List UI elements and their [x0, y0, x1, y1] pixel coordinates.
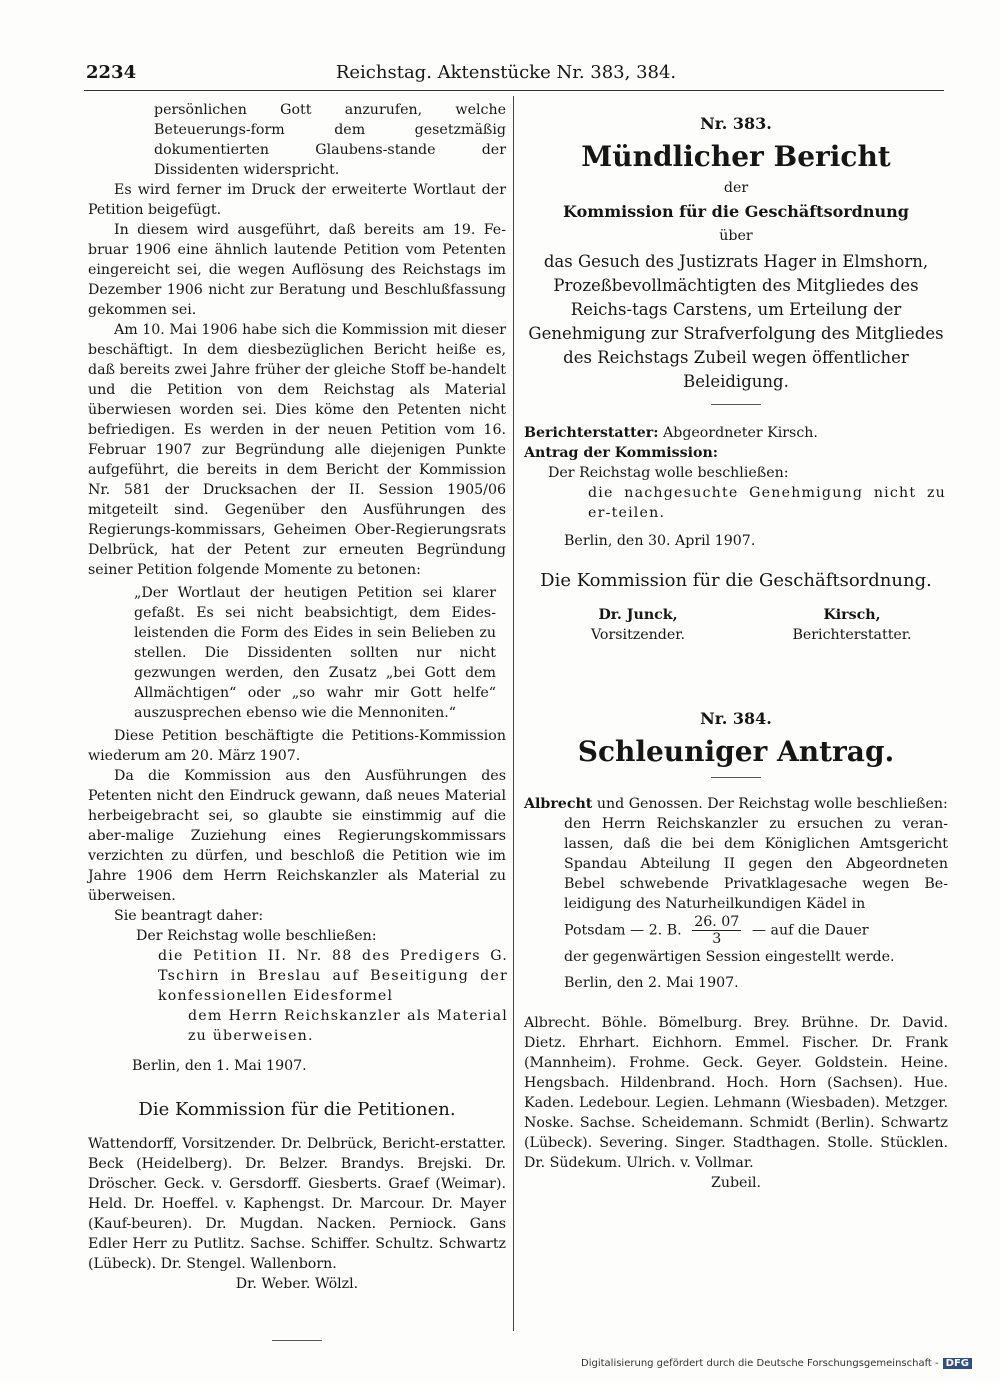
- date-line: Berlin, den 2. Mai 1907.: [564, 975, 739, 991]
- signers-list-end: Zubeil.: [710, 1175, 762, 1191]
- signer-role: Vorsitzender.: [590, 627, 685, 643]
- section-title-384: Schleuniger Antrag.: [577, 735, 895, 768]
- motion-intro: Der Reichstag wolle beschließen:: [548, 465, 789, 481]
- section-rule: [711, 404, 761, 405]
- signer-name: Dr. Junck,: [598, 607, 678, 623]
- section-rule: [711, 777, 761, 778]
- reporter-label: Berichterstatter:: [524, 425, 659, 441]
- motion-text: die nachgesuchte Genehmigung nicht zu er-teilen.: [588, 485, 946, 521]
- page-number: 2234: [86, 62, 137, 83]
- motion-text: die Petition II. Nr. 88 des Predigers G. Tschirn in Breslau auf Beseitigung der konfessionellen Eidesformel: [158, 948, 508, 1004]
- petition-motion: [158, 946, 508, 1046]
- paragraph: persönlichen Gott anzurufen, welche Beteuerungs-form dem gesetzmäßig dokumentierten Glaubens-stande der Dissidenten widerspricht.: [154, 102, 506, 178]
- members-list: Wattendorff, Vorsitzender. Dr. Delbrück, Bericht-erstatter. Beck (Heidelberg). Dr. Belzer. Brandys. Brejski. Dr. Dröscher. Geck. v. Gersdorff. Giesberts. Graef (Weimar). Held. Dr. Hoeffel. v. Kaphengst. Dr. Marcour. Dr. Mayer (Kauf-beuren). Dr. Mugdan. Nacken. Perniock. Gans Edler Herr zu Putlitz. Sachse. Schiffer. Schultz. Schwartz (Lübeck). Dr. Stengel. Wallenborn.: [88, 1136, 506, 1272]
- signer-name: Kirsch,: [823, 607, 881, 623]
- after-fraction-text: — auf die Dauer: [751, 922, 869, 939]
- motion-label: Antrag der Kommission:: [524, 445, 719, 461]
- committee-name: Kommission für die Geschäftsordnung: [563, 202, 909, 221]
- committee-members: [88, 1134, 506, 1294]
- fraction-denominator: 3: [712, 931, 722, 947]
- signer-role: Berichterstatter.: [792, 627, 912, 643]
- members-list-end: Dr. Weber. Wölzl.: [235, 1276, 359, 1292]
- committee-signature: Die Kommission für die Geschäftsordnung.: [540, 570, 932, 591]
- dfg-logo: DFG: [943, 1358, 972, 1369]
- paragraph: Am 10. Mai 1906 habe sich die Kommission mit dieser beschäftigt. In dem diesbezüglichen Bericht heiße es, daß bereits zwei Jahre früher der gleiche Stoff be-handelt und die Petition von dem Reichstag als Material überwiesen worden sei. Dies köme den Petenten nicht befriedigen. Es werden in der neuen Petition vom 16. Februar 1907 zur Begründung alle diejenigen Punkte aufgeführt, die bereits in dem Bericht der Kommission Nr. 581 der Drucksachen der II. Session 1905/06 mitgeteilt sind. Gegenüber den Ausführungen des Regierungs-kommissars, Geheimen Ober-Regierungsrats Delbrück, hat der Petent zur erneuten Begründung seiner Petition folgende Momente zu betonen:: [88, 322, 506, 578]
- motion-sub-text: dem Herrn Reichskanzler als Material zu überweisen.: [188, 1008, 508, 1044]
- signature-chair: [578, 605, 698, 645]
- section-number-384: Nr. 384.: [700, 709, 772, 728]
- page-header: [86, 62, 926, 88]
- report-subject: das Gesuch des Justizrats Hager in Elmshorn, Prozeßbevollmächtigten des Mitgliedes des Reichs-tags Carstens, um Erteilung der Genehmigung zur Strafverfolgung des Mitgliedes des Reichstags Zubeil wegen öffentlicher Beleidigung.: [528, 252, 944, 391]
- case-number-fraction: [692, 914, 741, 947]
- potsdam-text: Potsdam — 2. B.: [564, 922, 682, 939]
- motion-384: [564, 814, 948, 967]
- fraction-numerator: 26. 07: [694, 914, 740, 930]
- date-line: Berlin, den 1. Mai 1907.: [132, 1058, 307, 1074]
- text-ueber: über: [719, 228, 753, 244]
- paragraph: Diese Petition beschäftigte die Petitions-Kommission wiederum am 20. März 1907.: [88, 728, 506, 764]
- header-rule: [84, 90, 944, 91]
- paragraph: Es wird ferner im Druck der erweiterte Wortlaut der Petition beigefügt.: [88, 182, 506, 218]
- end-rule: [272, 1340, 322, 1341]
- right-column: [524, 100, 948, 1193]
- reporter-name: Abgeordneter Kirsch.: [663, 425, 818, 441]
- paragraph: Sie beantragt daher:: [114, 908, 264, 924]
- paragraph: Da die Kommission aus den Ausführungen des Petenten nicht den Eindruck gewann, daß neues Material herbeigebracht sei, so glaubte sie einstimmig auf die aber-malige Zuziehung eines Regierungskommissars verzichten zu dürfen, und beschloß die Petition wie im Jahre 1906 dem Herrn Reichskanzler als Material zu überweisen.: [88, 768, 506, 904]
- committee-title: Die Kommission für die Petitionen.: [138, 1099, 456, 1120]
- block-quote: „Der Wortlaut der heutigen Petition sei klarer gefaßt. Es sei nicht beabsichtigt, dem Eides-leistenden die Form des Eides in sein Belieben zu stellen. Die Dissidenten sollten nur nicht gezwungen werden, den Zusatz „bei Gott dem Allmächtigen“ oder „so wahr mir Gott helfe“ auszusprechen ebenso wie die Mennoniten.“: [134, 585, 496, 721]
- signature-reporter: [782, 605, 922, 645]
- section-title-383: Mündlicher Bericht: [581, 140, 891, 173]
- signers-list: Albrecht. Böhle. Bömelburg. Brey. Brühne. Dr. David. Dietz. Ehrhart. Eichhorn. Emmel. Fischer. Dr. Frank (Mannheim). Frohme. Geck. Geyer. Goldstein. Heine. Hengsbach. Hildenbrand. Hoch. Horn (Sachsen). Hue. Kaden. Ledebour. Legien. Lehmann (Wiesbaden). Metzger. Noske. Sachse. Scheidemann. Schmidt (Berlin). Schwartz (Lübeck). Severing. Singer. Stadthagen. Stolle. Stücklen. Dr. Südekum. Ulrich. v. Vollmar.: [524, 1015, 948, 1171]
- footer-text: Digitalisierung gefördert durch die Deutsche Forschungsgemeinschaft -: [581, 1358, 939, 1369]
- column-divider: [513, 96, 514, 1331]
- section-number-383: Nr. 383.: [700, 114, 772, 133]
- text-der: der: [723, 180, 749, 196]
- left-column: [88, 100, 506, 1341]
- motion-end: der gegenwärtigen Session eingestellt werde.: [564, 949, 895, 965]
- motion-fraction-line: [564, 914, 948, 947]
- signatures: [524, 605, 948, 649]
- intro-text: und Genossen. Der Reichstag wolle beschließen:: [596, 796, 948, 812]
- running-title: Reichstag. Aktenstücke Nr. 383, 384.: [335, 62, 677, 83]
- paragraph: Der Reichstag wolle beschließen:: [136, 928, 377, 944]
- date-line: Berlin, den 30. April 1907.: [564, 533, 756, 549]
- motion-text: den Herrn Reichskanzler zu ersuchen zu veran-lassen, daß die bei dem Königlichen Amtsgericht Spandau Abteilung II gegen den Abgeordneten Bebel schwebende Privatklagesache wegen Be-leidigung des Naturheilkundigen Kädel in: [564, 816, 948, 912]
- digitization-footer: [581, 1358, 972, 1369]
- motion-intro-384: [524, 794, 948, 814]
- reporter-line: [524, 423, 948, 443]
- proposer-name: Albrecht: [524, 796, 593, 812]
- paragraph: In diesem wird ausgeführt, daß bereits am 19. Fe-bruar 1906 eine ähnlich lautende Petition vom Petenten eingereicht sei, die wegen Auflösung des Reichstags im Dezember 1906 nicht zur Beratung und Beschlußfassung gekommen sei.: [88, 222, 506, 318]
